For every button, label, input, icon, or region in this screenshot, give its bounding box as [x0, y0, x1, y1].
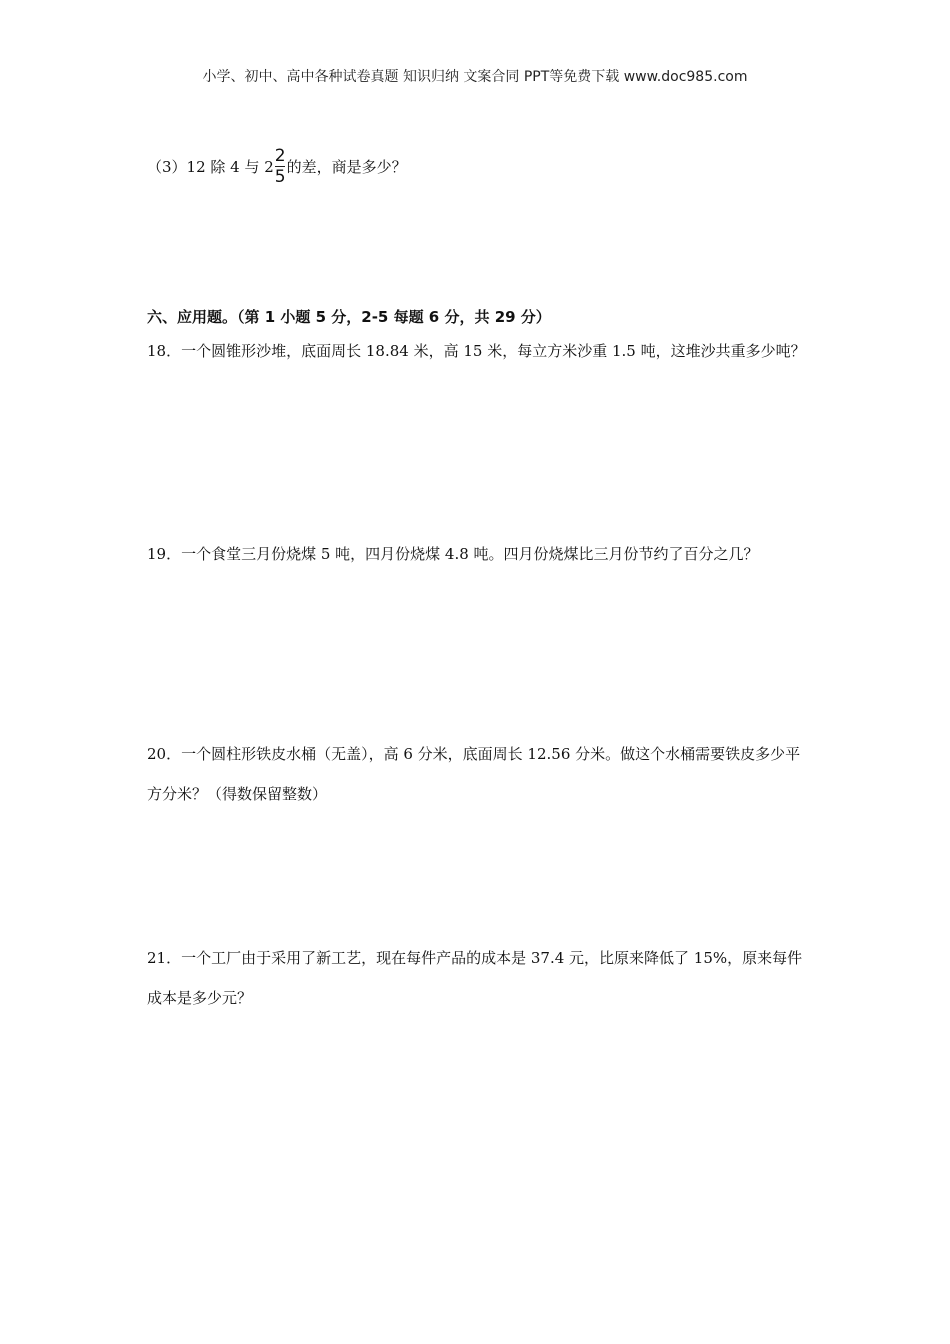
fraction-denominator: 5 — [274, 167, 286, 187]
problem-18: 18．一个圆锥形沙堆，底面周长 18.84 米，高 15 米，每立方米沙重 1.5 吨，这堆沙共重多少吨？ — [147, 342, 806, 360]
question-3 — [147, 146, 407, 187]
page-header: 小学、初中、高中各种试卷真题 知识归纳 文案合同 PPT等免费下载 www.doc985.com — [202, 69, 748, 85]
problem-21: 21．一个工厂由于采用了新工艺，现在每件产品的成本是 37.4 元，比原来降低了 15%，原来每件成本是多少元？ — [147, 949, 803, 1007]
section-title: 六、应用题。（第 1 小题 5 分，2-5 每题 6 分，共 29 分） — [147, 308, 551, 326]
problem-19: 19．一个食堂三月份烧煤 5 吨，四月份烧煤 4.8 吨。四月份烧煤比三月份节约了百分之几？ — [147, 545, 759, 563]
fraction-numerator: 2 — [274, 146, 286, 166]
problem-20: 20．一个圆柱形铁皮水桶（无盖），高 6 分米，底面周长 12.56 分米。做这个水桶需要铁皮多少平方分米？（得数保留整数） — [147, 745, 801, 803]
fraction — [275, 146, 286, 187]
question-3-suffix: 的差，商是多少？ — [286, 158, 407, 176]
question-3-prefix: （3）12 除 4 与 2 — [147, 158, 274, 176]
